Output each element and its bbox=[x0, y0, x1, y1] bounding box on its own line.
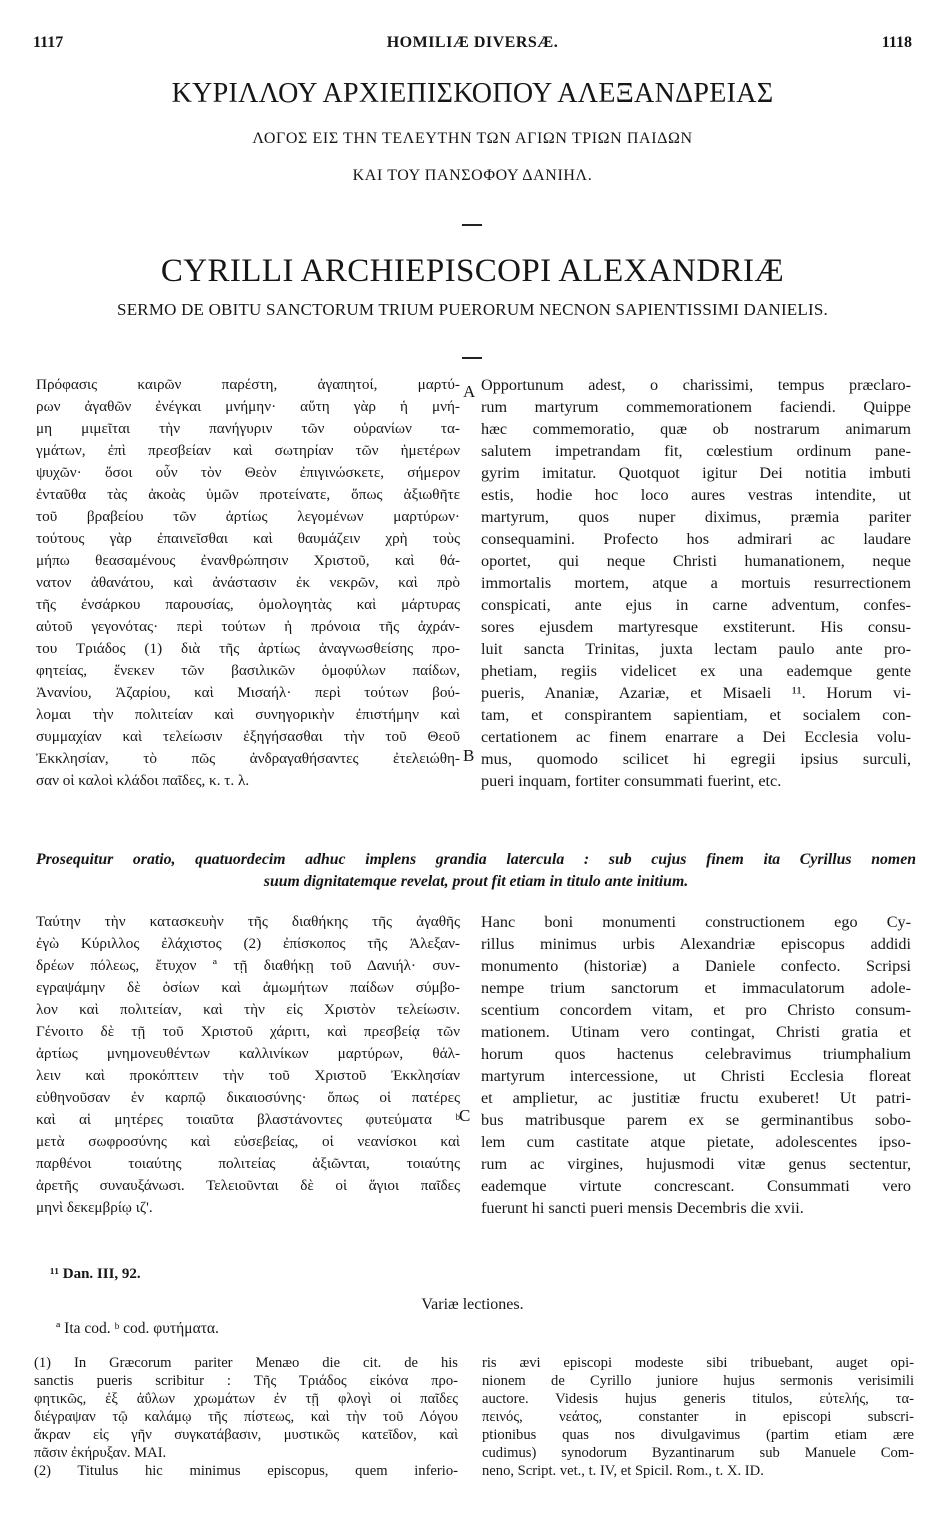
text-line: τῆς ἐνσάρκου παρουσίας, ὁμολογητὰς καὶ μάρτυρας bbox=[36, 596, 460, 613]
text-line: Opportunum adest, o charissimi, tempus præclaro- bbox=[481, 376, 911, 394]
text-line: πεινός, νεάτος, constanter in episcopi subscri- bbox=[482, 1409, 914, 1425]
text-line: ris ævi episcopi modeste sibi tribuebant, auget opi- bbox=[482, 1355, 914, 1371]
text-line: martyrum intercessione, ut Christi Ecclesia floreat bbox=[481, 1067, 911, 1085]
text-line: phetiam, regiis videlicet ex una eademque gente bbox=[481, 662, 911, 680]
text-line: μη μιμεῖται τὴν πανήγυριν τῶν οὐρανίων τα- bbox=[36, 420, 460, 437]
left-page-number: 1117 bbox=[33, 34, 64, 51]
footnote-reference: ¹¹ Dan. III, 92. bbox=[50, 1266, 141, 1282]
running-title: HOMILIÆ DIVERSÆ. bbox=[386, 34, 559, 51]
text-line: pueri inquam, fortiter consummati fuerint, etc. bbox=[481, 772, 782, 790]
running-header bbox=[33, 34, 912, 56]
text-line: Ἐκκλησίαν, τὸ πῶς ἀνδραγαθήσαντες ἐτελειώθη- bbox=[36, 750, 460, 767]
text-line: mationem. Utinam vero contingat, Christi gratia et bbox=[481, 1023, 911, 1041]
text-line: auctore. Videsis hujus generis titulos, εὐτελής, τα- bbox=[482, 1391, 914, 1407]
text-line: τούτους γὰρ ἐπαινεῖσθαι καὶ θαυμάζειν χρὴ τοὺς bbox=[36, 530, 460, 547]
text-line: Πρόφασις καιρῶν παρέστη, ἀγαπητοί, μαρτύ- bbox=[36, 376, 460, 393]
text-line: εγραψάμην δὲ ὁσίων καὶ ἀμωμήτων παίδων σύμβο- bbox=[36, 979, 460, 996]
text-line: rum ac virgines, hujusmodi vitæ genus sectentur, bbox=[481, 1155, 911, 1173]
text-line: fuerunt hi sancti pueri mensis Decembris die xvii. bbox=[481, 1199, 804, 1217]
text-line: σαν οἱ καλοὶ κλάδοι παῖδες, κ. τ. λ. bbox=[36, 772, 250, 789]
text-line: tam, et conspirantem sapientiam, et socialem con- bbox=[481, 706, 911, 724]
text-line: hæc commemoratio, quæ ob nostrarum animarum bbox=[481, 420, 911, 438]
text-line: μήπω θεασαμένους ἐνανθρώπησιν Χριστοῦ, καὶ θά- bbox=[36, 552, 460, 569]
greek-subtitle-line2: ΚΑΙ ΤΟΥ ΠΑΝΣΟΦΟΥ ΔΑΝΙΗΛ. bbox=[352, 167, 593, 184]
text-line: ἀρετῆς συναυξάνωσι. Τελειοῦνται δὲ οἱ ἅγιοι παῖδες bbox=[36, 1177, 460, 1194]
greek-text-block-1 bbox=[36, 374, 460, 792]
text-line: μετὰ σωφροσύνης καὶ εὐσεβείας, οἱ νεανίσκοι καὶ bbox=[36, 1133, 460, 1150]
rubric bbox=[36, 849, 916, 893]
text-line: monumento (historiæ) a Daniele confecto. Scripsi bbox=[481, 957, 911, 975]
text-line: ptionibus quas nos divulgavimus (partim etiam ære bbox=[482, 1427, 914, 1443]
text-line: Hanc boni monumenti constructionem ego Cy- bbox=[481, 913, 911, 931]
text-line: Γένοιτο δὲ τῇ τοῦ Χριστοῦ χάριτι, καὶ πρεσβείᾳ τῶν bbox=[36, 1023, 460, 1040]
latin-text-block-1 bbox=[481, 374, 911, 792]
margin-letter-b: B bbox=[463, 746, 475, 765]
rubric-line: suum dignitatemque revelat, prout fit etiam in titulo ante initium. bbox=[263, 873, 689, 890]
text-line: φητικῶς, ἐξ ἀΰλων χρωμάτων ἐν τῇ φλογὶ οἱ παῖδες bbox=[34, 1391, 458, 1407]
text-line: bus matribusque parem ex se germinantibus sobo- bbox=[481, 1111, 911, 1129]
text-line: neno, Script. vet., t. IV, et Spicil. Rom., t. X. ID. bbox=[482, 1463, 764, 1479]
text-line: (2) Titulus hic minimus episcopus, quem inferio- bbox=[34, 1463, 458, 1479]
text-line: sanctis pueris scribitur : Τῆς Τριάδος εἰκόνα προ- bbox=[34, 1373, 458, 1389]
text-line: πᾶσιν ἐκήρυξαν. MAI. bbox=[34, 1445, 167, 1461]
text-line: λον καὶ πολιτείαν, καὶ τὴν εἰς Χριστὸν τελείωσιν. bbox=[36, 1001, 460, 1018]
notes-left-column bbox=[34, 1354, 458, 1480]
greek-text-block-2 bbox=[36, 911, 460, 1219]
text-line: nempe trium sanctorum et immaculatorum adole- bbox=[481, 979, 911, 997]
text-line: διέγραψαν τῷ καλάμῳ τῆς πίστεως, καὶ τὴν τοῦ Λόγου bbox=[34, 1409, 458, 1425]
text-line: ἄκραν εἰς γῆν συγκατάβασιν, μυστικῶς κατεῖδον, καὶ bbox=[34, 1427, 458, 1443]
text-line: consequamini. Profecto hos admirari ac laudare bbox=[481, 530, 911, 548]
text-line: gyrim imitatur. Quotquot igitur Dei notitia imbuti bbox=[481, 464, 911, 482]
text-line: φητείας, ἕνεκεν τῶν βασιλικῶν ὁμοφύλων παίδων, bbox=[36, 662, 460, 679]
text-line: ἐγὼ Κύριλλος ἐλάχιστος (2) ἐπίσκοπος τῆς Ἀλεξαν- bbox=[36, 935, 460, 952]
text-line: et amplietur, ac justitiæ fructu exuberet! Ut patri- bbox=[481, 1089, 911, 1107]
text-line: sores ejusdem martyresque exstiterunt. His consu- bbox=[481, 618, 911, 636]
text-line: eademque virtute concrescant. Consummati vero bbox=[481, 1177, 911, 1195]
text-line: ψυχῶν· ὅσοι οὖν τὸν Θεὸν ἐπιγινώσκετε, σήμερον bbox=[36, 464, 460, 481]
title-divider bbox=[462, 224, 482, 226]
text-line: παρθένοι τοιαύτης πολιτείας ἀξιῶνται, τοιαύτης bbox=[36, 1155, 460, 1172]
rubric-line: Prosequitur oratio, quatuordecim adhuc implens grandia latercula : sub cujus finem ita Cyrillus nomen bbox=[36, 851, 916, 868]
text-line: Ἀνανίου, Ἀζαρίου, καὶ Μισαήλ· περὶ τούτων βού- bbox=[36, 684, 460, 701]
text-line: oportet, qui neque Christi humanationem, neque bbox=[481, 552, 911, 570]
text-line: nionem de Cyrillo juniore hujus sermonis verisimili bbox=[482, 1373, 914, 1389]
text-line: conspicati, ante ejus in carne adventum, confes- bbox=[481, 596, 911, 614]
text-line: pueris, Ananiæ, Azariæ, et Misaeli ¹¹. Horum vi- bbox=[481, 684, 911, 702]
text-line: μηνὶ δεκεμβρίῳ ιζ'. bbox=[36, 1199, 153, 1216]
text-line: αὐτοῦ γεγονότας· περὶ τούτων ἡ πρόνοια τῆς ἀχράν- bbox=[36, 618, 460, 635]
text-line: estis, hodie hoc loco aures vestras intendite, ut bbox=[481, 486, 911, 504]
text-line: λομαι τὴν πολιτείαν καὶ συνηγορικὴν ἐπιστήμην καὶ bbox=[36, 706, 460, 723]
text-line: cudimus) synodorum Byzantinarum sub Manuele Com- bbox=[482, 1445, 914, 1461]
text-line: scentium concordem vitam, et pro Christo consum- bbox=[481, 1001, 911, 1019]
margin-letter-a: A bbox=[463, 382, 476, 401]
latin-author-title: CYRILLI ARCHIEPISCOPI ALEXANDRIÆ bbox=[160, 253, 785, 289]
right-page-number: 1118 bbox=[881, 34, 912, 51]
text-line: συμμαχίαν καὶ τελείωσιν ἐξηγήσασθαι τὴν τοῦ Θεοῦ bbox=[36, 728, 460, 745]
text-line: δρέων πόλεως, ἔτυχον ª τῇ διαθήκῃ τοῦ Δανιήλ· συν- bbox=[36, 957, 460, 974]
text-line: mus, quomodo scilicet hi egregii ipsius surculi, bbox=[481, 750, 911, 768]
text-line: martyrum, quos nuper diximus, præmia pariter bbox=[481, 508, 911, 526]
margin-letter-c: C bbox=[459, 1106, 471, 1125]
text-line: εὐθηνοῦσαν ἐν καρπῷ δικαιοσύνης· ὅπως οἱ πατέρες bbox=[36, 1089, 460, 1106]
title-divider bbox=[462, 357, 482, 359]
text-line: immortalis mortem, atque a mortuis resurrectionem bbox=[481, 574, 911, 592]
text-line: λειν καὶ προκόπτειν τὴν τοῦ Χριστοῦ Ἐκκλησίαν bbox=[36, 1067, 460, 1084]
text-line: horum quos hactenus celebravimus triumphalium bbox=[481, 1045, 911, 1063]
text-line: ἐνταῦθα τὰς ἀκοὰς ὑμῶν προτείνατε, ὅπως ἀξιωθῆτε bbox=[36, 486, 460, 503]
latin-text-block-2 bbox=[481, 911, 911, 1219]
text-line: rillus minimus urbis Alexandriæ episcopus addidi bbox=[481, 935, 911, 953]
notes-right-column bbox=[482, 1354, 914, 1480]
text-line: lem cum castitate atque pietate, adolescentes ipso- bbox=[481, 1133, 911, 1151]
text-line: τοῦ βραβείου τῶν ἀρτίως λεγομένων μαρτύρων· bbox=[36, 508, 460, 525]
text-line: του Τριάδος (1) διὰ τῆς ἀρτίως ἀναγνωσθείσης προ- bbox=[36, 640, 460, 657]
text-line: ρων ἀγαθῶν ἐνέγκαι μνήμην· αὕτη γὰρ ἡ μνή- bbox=[36, 398, 460, 415]
text-line: γμάτων, ἐπὶ πρεσβείαν καὶ σωτηρίαν τῶν ἡμετέρων bbox=[36, 442, 460, 459]
text-line: νατον ἀθανάτου, καὶ ἀνάστασιν ἐκ νεκρῶν, καὶ πρὸ bbox=[36, 574, 460, 591]
text-line: (1) In Græcorum pariter Menæo die cit. de his bbox=[34, 1355, 458, 1371]
text-line: luit sancta Trinitas, juxta lectam paulo ante pro- bbox=[481, 640, 911, 658]
text-line: certationem ac finem enarrare a Dei Ecclesia volu- bbox=[481, 728, 911, 746]
text-line: Ταύτην τὴν κατασκευὴν τῆς διαθήκης τῆς ἀγαθῆς bbox=[36, 913, 460, 930]
text-line: καὶ αἱ μητέρες τοιαῦτα βλαστάνοντες φυτεύματα ᵇ bbox=[36, 1111, 460, 1128]
variae-lectiones-heading: Variæ lectiones. bbox=[421, 1296, 524, 1313]
greek-subtitle-line1: ΛΟΓΟΣ ΕΙΣ ΤΗΝ ΤΕΛΕΥΤΗΝ ΤΩΝ ΑΓΙΩΝ ΤΡΙΩΝ ΠΑΙΔΩΝ bbox=[252, 130, 693, 147]
text-line: salutem impetrandam fit, cœlestium ordinum pane- bbox=[481, 442, 911, 460]
greek-author-title: ΚΥΡΙΛΛΟΥ ΑΡΧΙΕΠΙΣΚΟΠΟΥ ΑΛΕΞΑΝΔΡΕΙΑΣ bbox=[171, 78, 774, 109]
latin-subtitle: SERMO DE OBITU SANCTORUM TRIUM PUERORUM NECNON SAPIENTISSIMI DANIELIS. bbox=[117, 300, 828, 319]
variae-lectiones-line: ª Ita cod. ᵇ cod. φυτήματα. bbox=[56, 1320, 219, 1337]
text-line: ἀρτίως μνημονευθέντων καλλινίκων μαρτύρων, θάλ- bbox=[36, 1045, 460, 1062]
text-line: rum martyrum commemorationem faciendi. Quippe bbox=[481, 398, 911, 416]
